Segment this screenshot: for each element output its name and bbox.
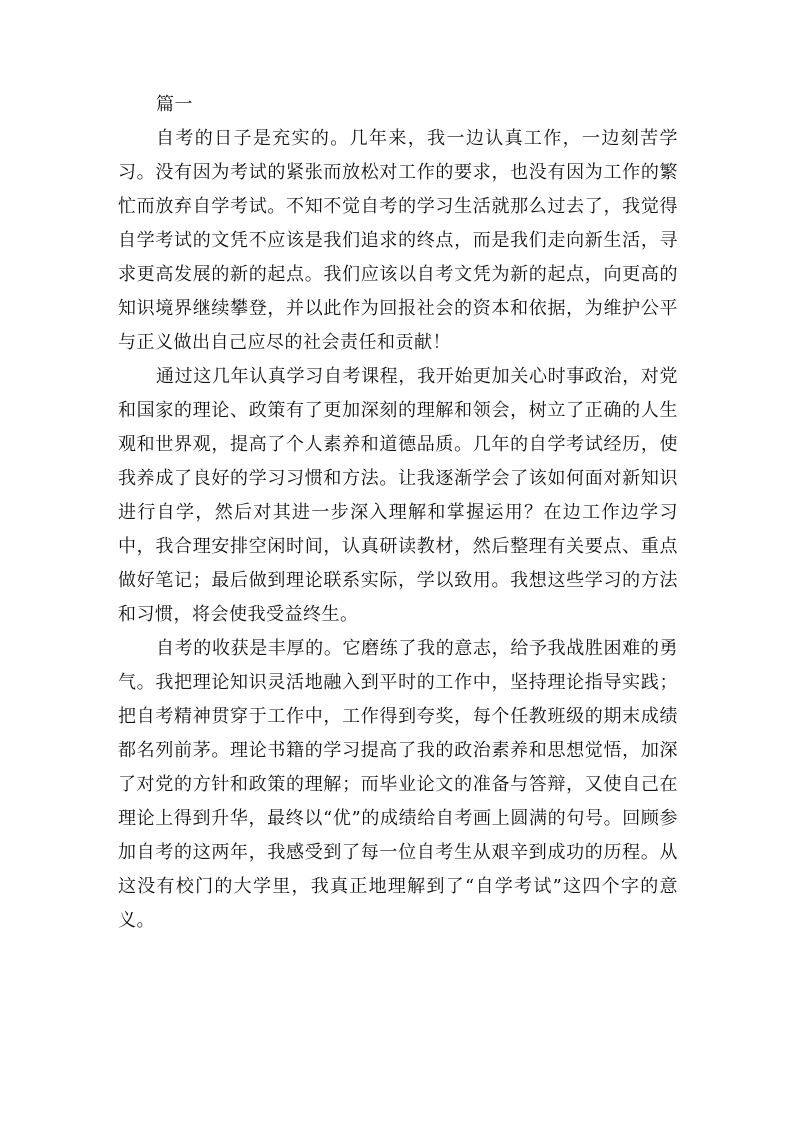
paragraph-1: 自考的日子是充实的。几年来，我一边认真工作，一边刻苦学习。没有因为考试的紧张而放松对工作的要求，也没有因为工作的繁忙而放弃自学考试。不知不觉自考的学习生活就那么过去了，我觉得自学考试的文凭不应该是我们追求的终点，而是我们走向新生活，寻求更高发展的新的起点。我们应该以自考文凭为新的起点，向更高的知识境界继续攀登，并以此作为回报社会的资本和依据，为维护公平与正义做出自己应尽的社会责任和贡献！ bbox=[118, 128, 678, 353]
document-body bbox=[118, 88, 678, 938]
paragraph-2: 通过这几年认真学习自考课程，我开始更加关心时事政治，对党和国家的理论、政策有了更加深刻的理解和领会，树立了正确的人生观和世界观，提高了个人素养和道德品质。几年的自学考试经历，使我养成了良好的学习习惯和方法。让我逐渐学会了该如何面对新知识进行自学，然后对其进一步深入理解和掌握运用？在边工作边学习中，我合理安排空闲时间，认真研读教材，然后整理有关要点、重点做好笔记；最后做到理论联系实际，学以致用。我想这些学习的方法和习惯，将会使我受益终生。 bbox=[118, 366, 678, 625]
paragraph-3: 自考的收获是丰厚的。它磨练了我的意志，给予我战胜困难的勇气。我把理论知识灵活地融入到平时的工作中，坚持理论指导实践；把自考精神贯穿于工作中，工作得到夸奖，每个任教班级的期末成绩都名列前茅。理论书籍的学习提高了我的政治素养和思想觉悟，加深了对党的方针和政策的理解；而毕业论文的准备与答辩，又使自己在理论上得到升华，最终以“优”的成绩给自考画上圆满的句号。回顾参加自考的这两年，我感受到了每一位自考生从艰辛到成功的历程。从这没有校门的大学里，我真正地理解到了“自学考试”这四个字的意义。 bbox=[118, 638, 678, 931]
section-heading: 篇一 bbox=[156, 94, 193, 115]
